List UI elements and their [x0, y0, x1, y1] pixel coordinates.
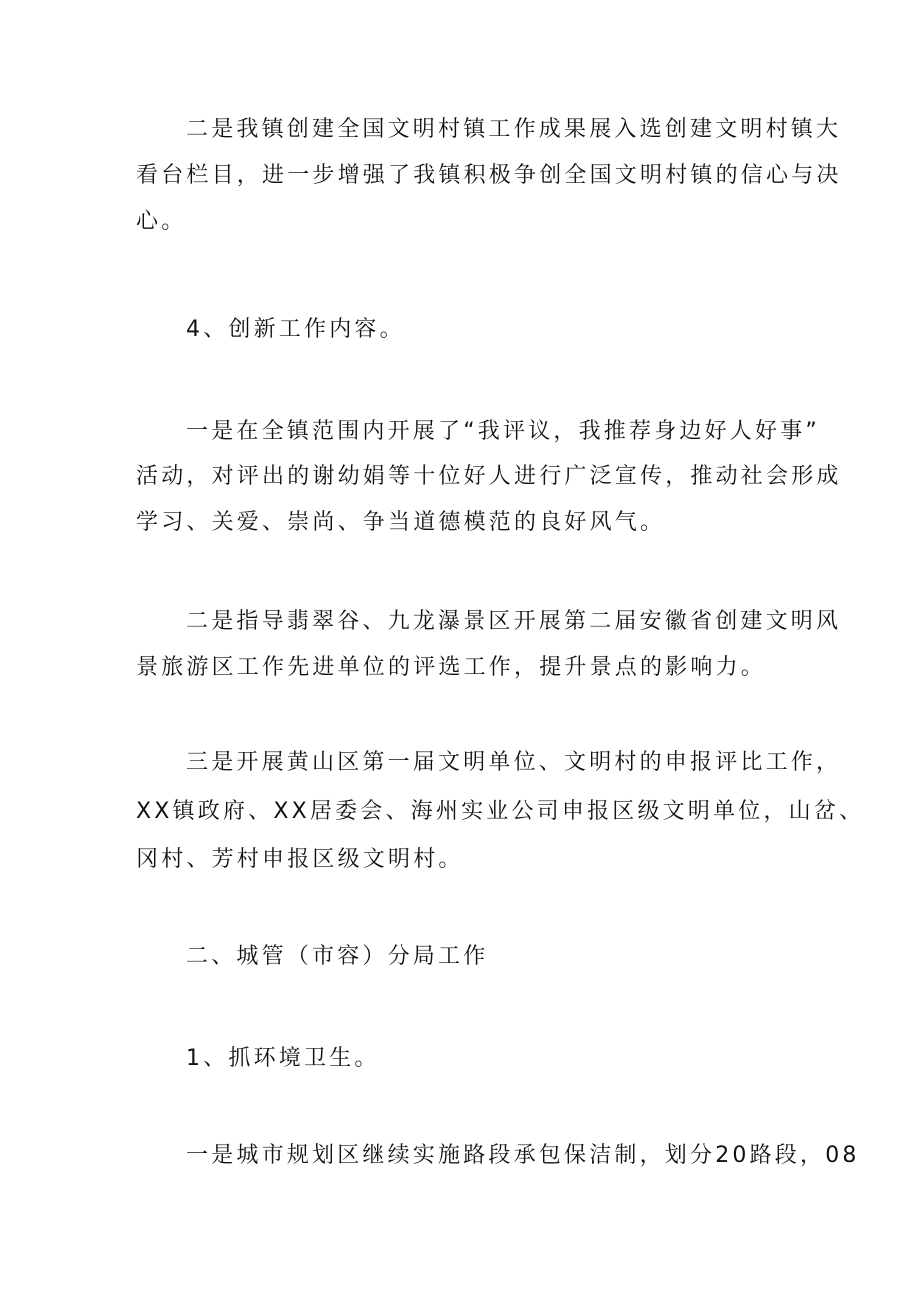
paragraph-line: 心。 — [136, 209, 187, 234]
paragraph-line: 二是我镇创建全国文明村镇工作成果展入选创建文明村镇大 — [186, 117, 842, 142]
paragraph-line: 三是开展黄山区第一届文明单位、文明村的申报评比工作， — [186, 750, 842, 775]
paragraph-line: XX镇政府、XX居委会、海州实业公司申报区级文明单位，山岔、 — [136, 799, 865, 824]
paragraph-line: 二是指导翡翠谷、九龙瀑景区开展第二届安徽省创建文明风 — [186, 609, 842, 634]
paragraph-line: 看台栏目，进一步增强了我镇积极争创全国文明村镇的信心与决 — [136, 163, 842, 188]
section-heading: 二、城管（市容）分局工作 — [186, 944, 489, 969]
paragraph-line: 一是城市规划区继续实施路段承包保洁制，划分20路段，08 — [186, 1143, 860, 1168]
paragraph-line: 活动，对评出的谢幼娟等十位好人进行广泛宣传，推动社会形成 — [136, 464, 842, 489]
paragraph-line: 一是在全镇范围内开展了“我评议，我推荐身边好人好事” — [186, 419, 820, 444]
paragraph-line: 景旅游区工作先进单位的评选工作，提升景点的影响力。 — [136, 655, 767, 680]
paragraph-line: 学习、关爱、崇尚、争当道德模范的良好风气。 — [136, 510, 666, 535]
section-heading: 4、创新工作内容。 — [186, 317, 405, 342]
subsection-heading: 1、抓环境卫生。 — [186, 1046, 380, 1071]
paragraph-line: 冈村、芳村申报区级文明村。 — [136, 847, 464, 872]
